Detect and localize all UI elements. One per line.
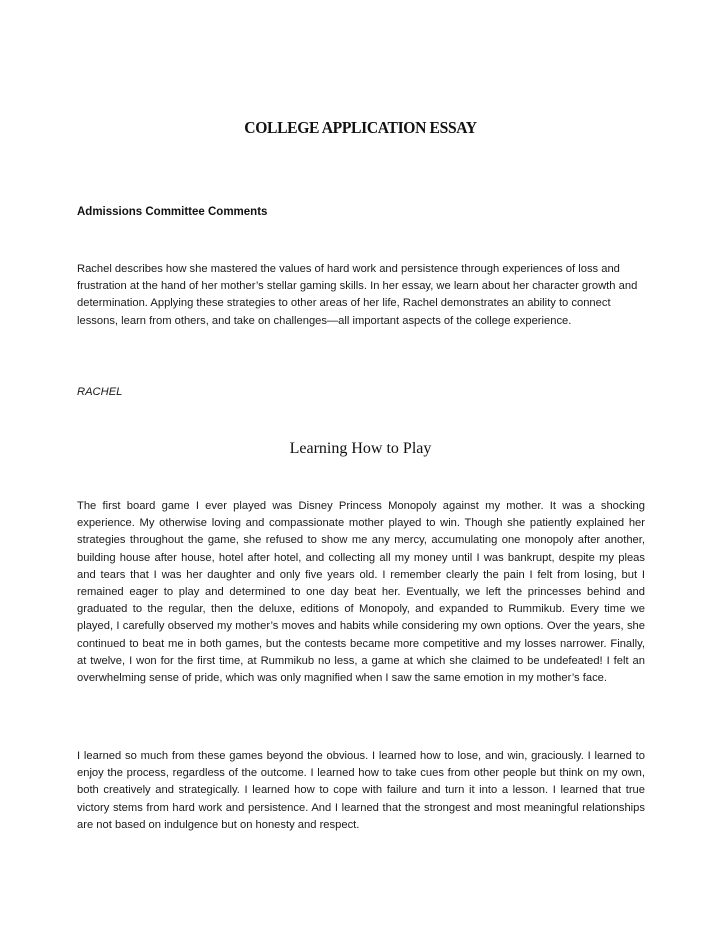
essay-title: Learning How to Play <box>289 440 432 457</box>
page-title: COLLEGE APPLICATION ESSAY <box>244 118 477 137</box>
essay-paragraph-2: I learned so much from these games beyond the obvious. I learned how to lose, and win, graciously. I learned to enjoy the process, regardless of the outcome. I learned how to take cues from other people but think on my own, both creatively and strategically. I learned how to cope with failure and turn it into a lesson. I learned that true victory stems from hard work and persistence. And I learned that the strongest and most meaningful relationships are not based on indulgence but on honesty and respect. <box>77 750 645 831</box>
essay-paragraph-1: The first board game I ever played was Disney Princess Monopoly against my mother. It was a shocking experience. My otherwise loving and compassionate mother played to win. Though she patiently explained her strategies throughout the game, she refused to show me any mercy, accumulating one monopoly after another, building house after house, hotel after hotel, and collecting all my money until I was bankrupt, despite my pleas and tears that I was her daughter and only five years old. I remember clearly the pain I felt from losing, but I remained eager to play and determined to one day beat her. Eventually, we left the princesses behind and graduated to the regular, then the deluxe, editions of Monopoly, and expanded to Rummikub. Every time we played, I carefully observed my mother’s moves and habits while considering my own options. Over the years, she continued to beat me in both games, but the contests became more competitive and my losses narrower. Finally, at twelve, I won for the first time, at Rummikub no less, a game at which she claimed to be undefeated! I felt an overwhelming sense of pride, which was only magnified when I saw the same emotion in my mother’s face. <box>77 500 645 685</box>
comments-heading: Admissions Committee Comments <box>77 206 268 218</box>
comments-paragraph: Rachel describes how she mastered the values of hard work and persistence through experiences of loss and frustration at the hand of her mother’s stellar gaming skills. In her essay, we learn about her character growth and determination. Applying these strategies to other areas of her life, Rachel demonstrates an ability to connect lessons, learn from others, and take on challenges—all important aspects of the college experience. <box>77 263 638 327</box>
author-name: RACHEL <box>77 386 123 398</box>
